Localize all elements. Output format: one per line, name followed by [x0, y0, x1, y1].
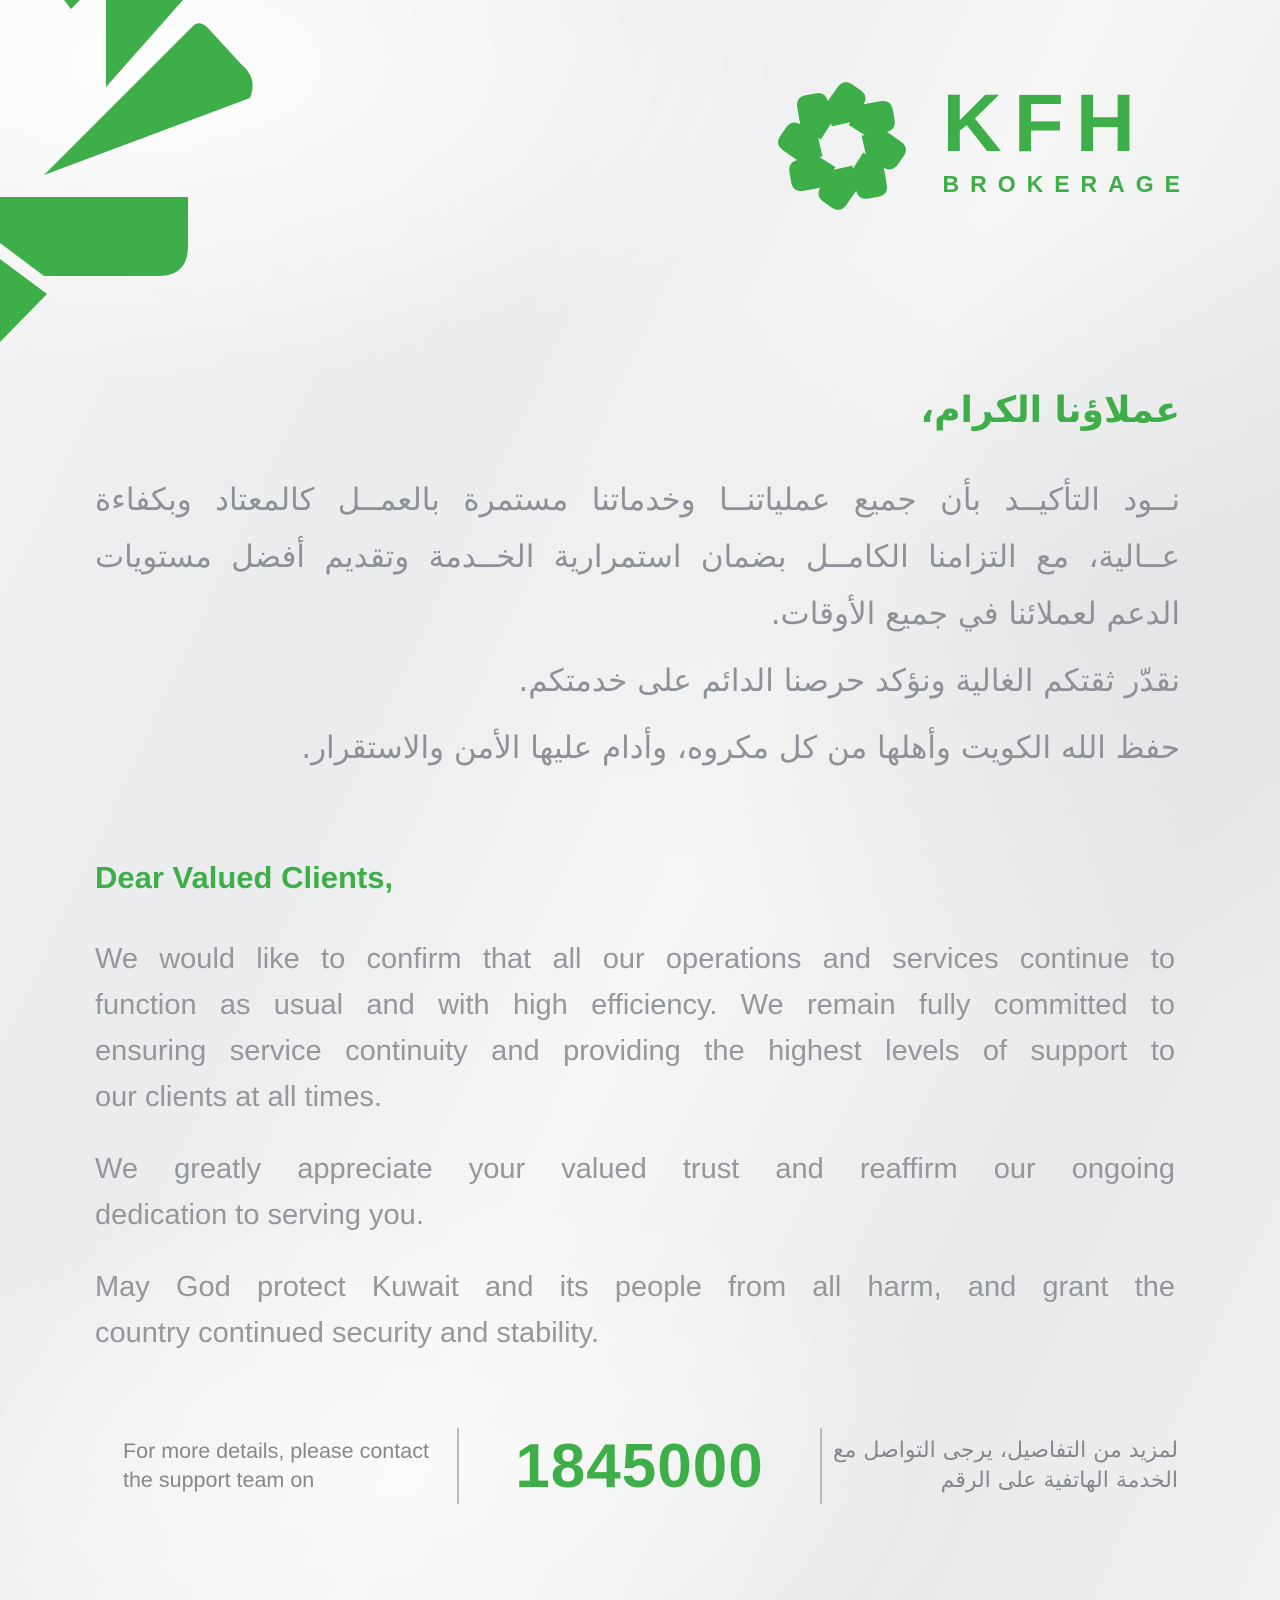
arabic-paragraph-2-text: نقدّر ثقتكم الغالية ونؤكد حرصنا الدائم على خدمتكم.	[518, 663, 1180, 699]
footer-contact-text-ar: لمزيد من التفاصيل، يرجى التواصل مع الخدمة الهاتفية على الرقم	[832, 1438, 1178, 1493]
english-paragraph-3: May God protect Kuwait and its people from all harm, and grant the country continued security and stability.	[95, 1271, 1175, 1349]
kfh-pinwheel-fragment-icon	[0, 0, 260, 345]
brand-subtitle: BROKERAGE	[942, 171, 1191, 198]
english-message-body	[95, 860, 1175, 1382]
footer-divider-left	[457, 1428, 459, 1504]
brand-wordmark	[942, 78, 1191, 198]
arabic-paragraph-3-text: حفظ الله الكويت وأهلها من كل مكروه، وأدام عليها الأمن والاستقرار.	[301, 730, 1180, 766]
english-paragraph-1: We would like to confirm that all our operations and services continue to function as usual and with high efficiency. We remain fully committed to ensuring service continuity and providing the highest levels of support to our clients at all times.	[95, 943, 1175, 1113]
kfh-pinwheel-icon	[774, 78, 910, 214]
arabic-message-body	[95, 472, 1180, 787]
brand-name: KFH	[942, 78, 1148, 169]
english-greeting-heading: Dear Valued Clients,	[95, 860, 394, 895]
contact-footer	[123, 1420, 1178, 1512]
kfh-pinwheel-fragment-decoration	[0, 0, 260, 345]
brand-header	[774, 78, 1191, 214]
arabic-paragraph-3	[95, 720, 1180, 777]
arabic-paragraph-2	[95, 653, 1180, 710]
footer-divider-right	[820, 1428, 822, 1504]
english-paragraph-2: We greatly appreciate your valued trust and reaffirm our ongoing dedication to serving you.	[95, 1153, 1175, 1231]
arabic-paragraph-1: نــود التأكيــد بأن جميع عملياتنــا وخدماتنا مستمرة بالعمــل كالمعتاد وبكفاءة عــالية، مع التزامنا الكامــل بضمان استمرارية الخــدمة وتقديم أفضل مستويات الدعم لعملائنا في جميع الأوقات.	[95, 482, 1180, 632]
support-phone-number: 1845000	[515, 1431, 764, 1501]
arabic-greeting-heading: عملاؤنا الكرام،	[920, 390, 1180, 431]
footer-contact-text-en: For more details, please contact the support team on	[123, 1439, 429, 1492]
